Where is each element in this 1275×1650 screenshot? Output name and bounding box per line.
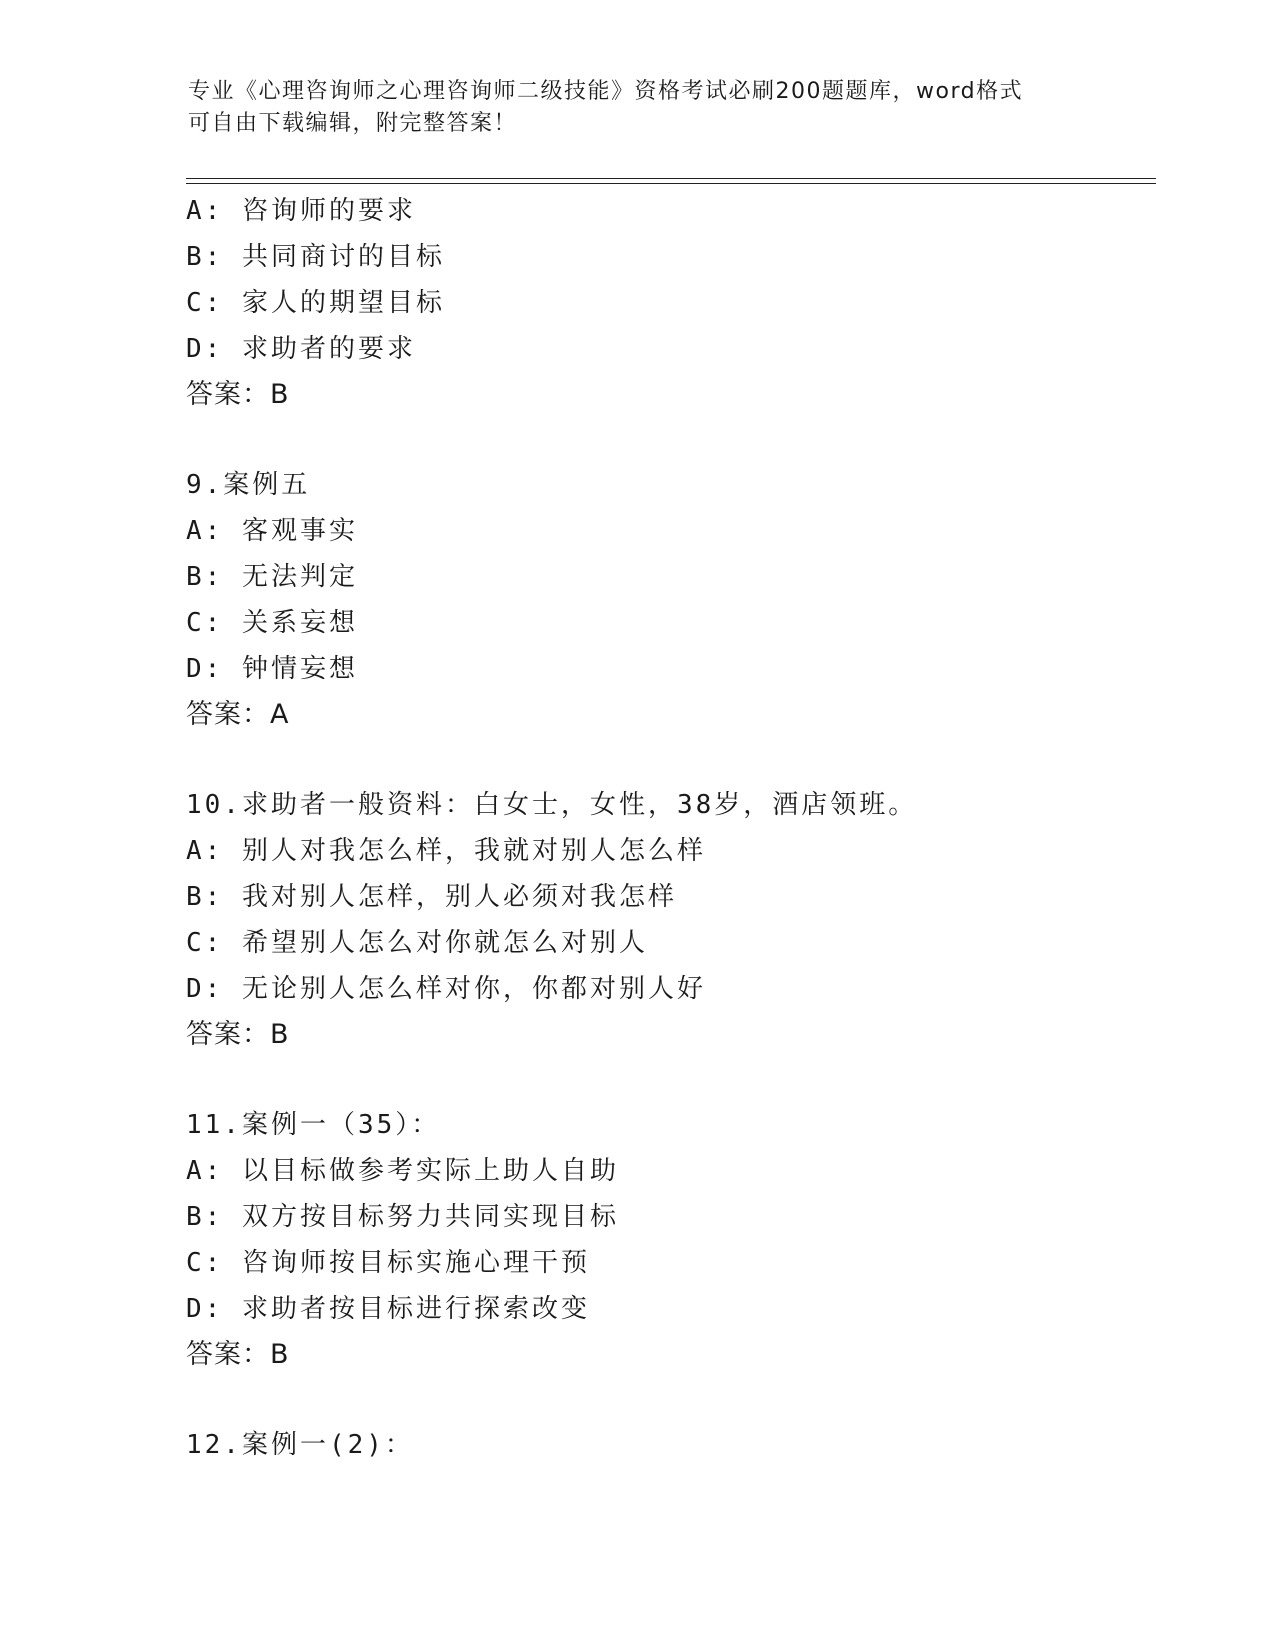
question-9 — [186, 462, 1186, 738]
option-d: D: 钟情妄想 — [186, 654, 358, 684]
option-c: C: 咨询师按目标实施心理干预 — [186, 1248, 590, 1278]
header-line-2: 可自由下载编辑，附完整答案！ — [188, 111, 518, 136]
question-11 — [186, 1102, 1186, 1378]
question-stem: 11.案例一（35）： — [186, 1110, 441, 1140]
option-d: D: 无论别人怎么样对你，你都对别人好 — [186, 974, 706, 1004]
option-b: B: 双方按目标努力共同实现目标 — [186, 1202, 619, 1232]
question-stem: 12.案例一(2)： — [186, 1430, 414, 1460]
spacer — [186, 418, 1186, 462]
spacer — [186, 1378, 1186, 1422]
option-a: A: 以目标做参考实际上助人自助 — [186, 1156, 619, 1186]
option-c: C: 家人的期望目标 — [186, 288, 445, 318]
question-8 — [186, 188, 1186, 418]
spacer — [186, 738, 1186, 782]
answer-line: 答案：B — [186, 1339, 290, 1370]
option-b: B: 共同商讨的目标 — [186, 242, 445, 272]
question-12 — [186, 1422, 1186, 1468]
answer-line: 答案：A — [186, 699, 290, 730]
question-stem: 10.求助者一般资料：白女士，女性，38岁，酒店领班。 — [186, 790, 918, 820]
option-a: A: 别人对我怎么样，我就对别人怎么样 — [186, 836, 706, 866]
answer-line: 答案：B — [186, 379, 290, 410]
option-c: C: 希望别人怎么对你就怎么对别人 — [186, 928, 648, 958]
header-divider-bottom — [186, 183, 1156, 184]
header-divider-top — [186, 178, 1156, 179]
option-b: B: 无法判定 — [186, 562, 358, 592]
question-10 — [186, 782, 1186, 1058]
question-stem: 9.案例五 — [186, 470, 311, 500]
option-b: B: 我对别人怎样，别人必须对我怎样 — [186, 882, 677, 912]
document-header — [188, 76, 1088, 140]
spacer — [186, 1058, 1186, 1102]
option-a: A: 咨询师的要求 — [186, 196, 416, 226]
question-list — [186, 188, 1186, 1468]
option-a: A: 客观事实 — [186, 516, 358, 546]
option-d: D: 求助者按目标进行探索改变 — [186, 1294, 590, 1324]
option-d: D: 求助者的要求 — [186, 334, 416, 364]
header-line-1: 专业《心理咨询师之心理咨询师二级技能》资格考试必刷200题题库，word格式 — [188, 79, 1024, 104]
option-c: C: 关系妄想 — [186, 608, 358, 638]
answer-line: 答案：B — [186, 1019, 290, 1050]
